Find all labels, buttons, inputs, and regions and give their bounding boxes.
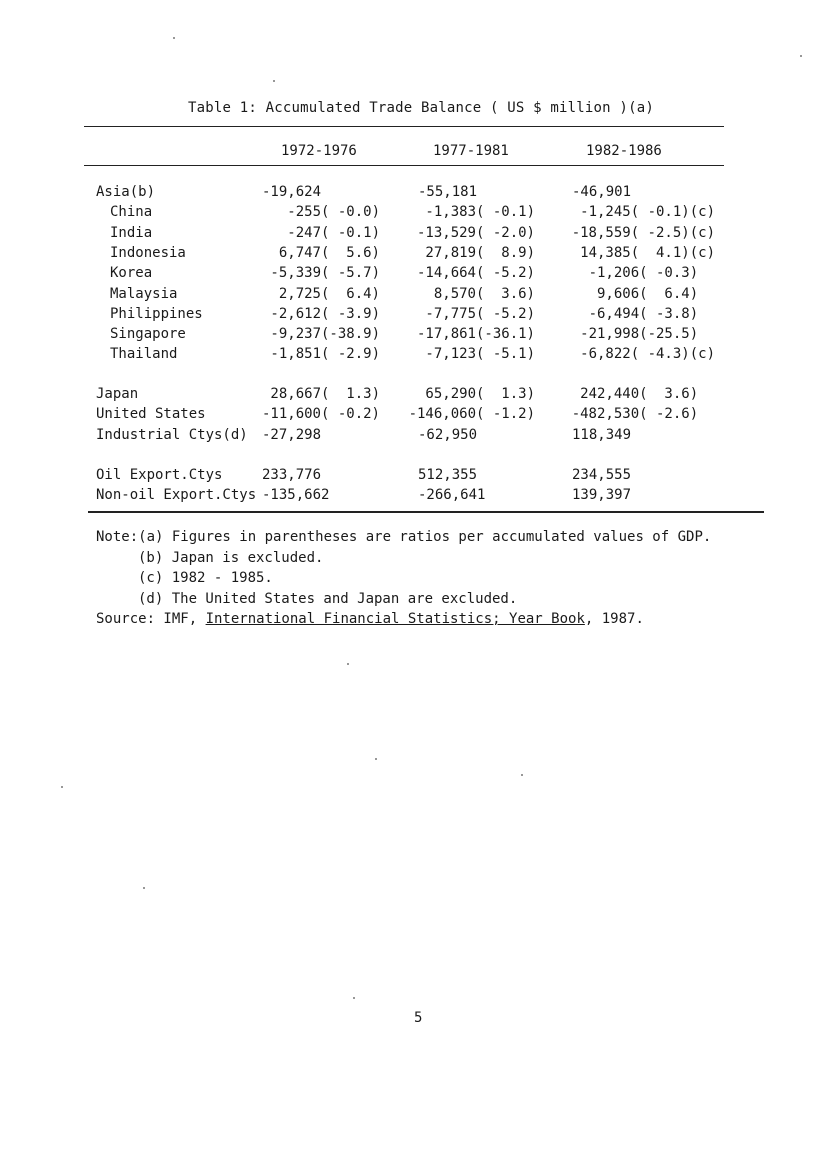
table-row	[0, 467, 827, 487]
note-d: (d) The United States and Japan are excluded.	[138, 590, 518, 607]
cell-1982-1986: 234,555	[572, 467, 632, 483]
row-label: Japan	[96, 386, 139, 402]
cell-1972-1976: 6,747( 5.6)	[278, 244, 380, 261]
column-header-1972-1976: 1972-1976	[281, 143, 357, 159]
cell-1977-1981: -146,060( -1.2)	[408, 406, 535, 423]
row-label: Industrial Ctys(d)	[96, 426, 248, 443]
row-label: Non-oil Export.Ctys	[96, 487, 257, 504]
cell-1972-1976: -9,237(-38.9)	[270, 326, 380, 343]
cell-1977-1981: -266,641	[418, 487, 486, 504]
source-line	[96, 609, 711, 630]
row-label: United States	[96, 406, 206, 423]
cell-1982-1986: 139,397	[572, 487, 632, 504]
cell-1977-1981: -13,529( -2.0)	[416, 224, 535, 241]
cell-1982-1986: 118,349	[572, 426, 632, 443]
cell-1982-1986: 9,606( 6.4)	[596, 285, 715, 302]
row-label: Asia(b)	[96, 184, 156, 200]
row-label: Thailand	[110, 346, 178, 363]
cell-1972-1976: 28,667( 1.3)	[270, 386, 380, 402]
cell-1977-1981: -55,181	[418, 184, 478, 200]
note-c: (c) 1982 - 1985.	[138, 570, 273, 586]
row-label: Malaysia	[110, 285, 178, 302]
row-label: China	[110, 204, 153, 221]
page-number: 5	[414, 1010, 423, 1026]
cell-1977-1981: -7,775( -5.2)	[425, 305, 535, 322]
table-row	[0, 406, 827, 426]
row-label: Philippines	[110, 305, 203, 322]
cell-1977-1981: -62,950	[418, 426, 478, 443]
scan-speck	[143, 887, 145, 889]
cell-1982-1986: -1,206( -0.3)	[588, 265, 715, 282]
table-row	[0, 245, 827, 265]
cell-1982-1986: -46,901	[572, 184, 632, 200]
cell-1972-1976: 233,776	[262, 467, 322, 483]
table-row	[0, 346, 827, 366]
cell-1972-1976: -11,600( -0.2)	[261, 406, 380, 423]
row-label: Oil Export.Ctys	[96, 467, 223, 483]
table-row	[0, 386, 827, 406]
cell-1977-1981: -1,383( -0.1)	[425, 204, 535, 221]
table-top-rule	[84, 126, 724, 127]
cell-1982-1986: -1,245( -0.1)(c)	[580, 204, 715, 221]
cell-1977-1981: 27,819( 8.9)	[425, 244, 535, 261]
scan-speck	[521, 774, 523, 776]
row-label: Indonesia	[110, 244, 186, 261]
source-prefix: Source: IMF,	[96, 611, 206, 627]
source-title: International Financial Statistics; Year Book	[205, 611, 585, 627]
cell-1982-1986: -21,998(-25.5)	[580, 326, 715, 343]
cell-1972-1976: -5,339( -5.7)	[270, 265, 380, 282]
scan-speck	[353, 997, 355, 999]
scan-speck	[347, 663, 349, 665]
column-header-1977-1981: 1977-1981	[433, 143, 509, 159]
scan-speck	[375, 758, 377, 760]
cell-1977-1981: 512,355	[418, 467, 478, 483]
note-b: (b) Japan is excluded.	[138, 549, 324, 566]
cell-1972-1976: 2,725( 6.4)	[278, 285, 380, 302]
cell-1977-1981: 8,570( 3.6)	[433, 285, 535, 302]
cell-1972-1976: -135,662	[262, 487, 330, 504]
table-row	[0, 204, 827, 224]
table-title: Table 1: Accumulated Trade Balance ( US $ million )(a)	[188, 100, 654, 116]
column-header-1982-1986: 1982-1986	[586, 143, 662, 159]
row-label: Korea	[110, 265, 153, 282]
table-bottom-rule	[88, 511, 764, 513]
cell-1982-1986: 242,440( 3.6)	[580, 386, 715, 402]
scan-speck	[173, 37, 175, 39]
table-row	[0, 286, 827, 306]
cell-1972-1976: -27,298	[262, 426, 322, 443]
cell-1977-1981: -14,664( -5.2)	[416, 265, 535, 282]
cell-1972-1976: -1,851( -2.9)	[270, 346, 380, 363]
cell-1972-1976: -19,624	[262, 184, 322, 200]
note-a: Note:(a) Figures in parentheses are ratios per accumulated values of GDP.	[96, 529, 712, 545]
row-label: Singapore	[110, 326, 186, 343]
cell-1977-1981: -7,123( -5.1)	[425, 346, 535, 363]
cell-1982-1986: -6,822( -4.3)(c)	[580, 346, 715, 363]
table-row	[0, 265, 827, 285]
table-header-rule	[84, 165, 724, 166]
table-row	[0, 487, 827, 507]
cell-1972-1976: -2,612( -3.9)	[270, 305, 380, 322]
cell-1972-1976: -255( -0.0)	[287, 204, 380, 221]
table-row	[0, 427, 827, 447]
scan-speck	[800, 55, 802, 57]
cell-1982-1986: 14,385( 4.1)(c)	[580, 244, 715, 261]
scan-speck	[61, 786, 63, 788]
cell-1977-1981: 65,290( 1.3)	[425, 386, 535, 402]
source-suffix: , 1987.	[584, 611, 644, 627]
scan-speck	[273, 80, 275, 82]
table-row	[0, 184, 827, 204]
cell-1982-1986: -6,494( -3.8)	[588, 305, 715, 322]
row-label: India	[110, 224, 153, 241]
table-row	[0, 225, 827, 245]
cell-1982-1986: -482,530( -2.6)	[571, 406, 715, 423]
cell-1972-1976: -247( -0.1)	[287, 224, 380, 241]
cell-1977-1981: -17,861(-36.1)	[416, 326, 535, 343]
table-notes	[96, 527, 711, 630]
table-row	[0, 326, 827, 346]
cell-1982-1986: -18,559( -2.5)(c)	[571, 224, 715, 241]
table-row	[0, 306, 827, 326]
